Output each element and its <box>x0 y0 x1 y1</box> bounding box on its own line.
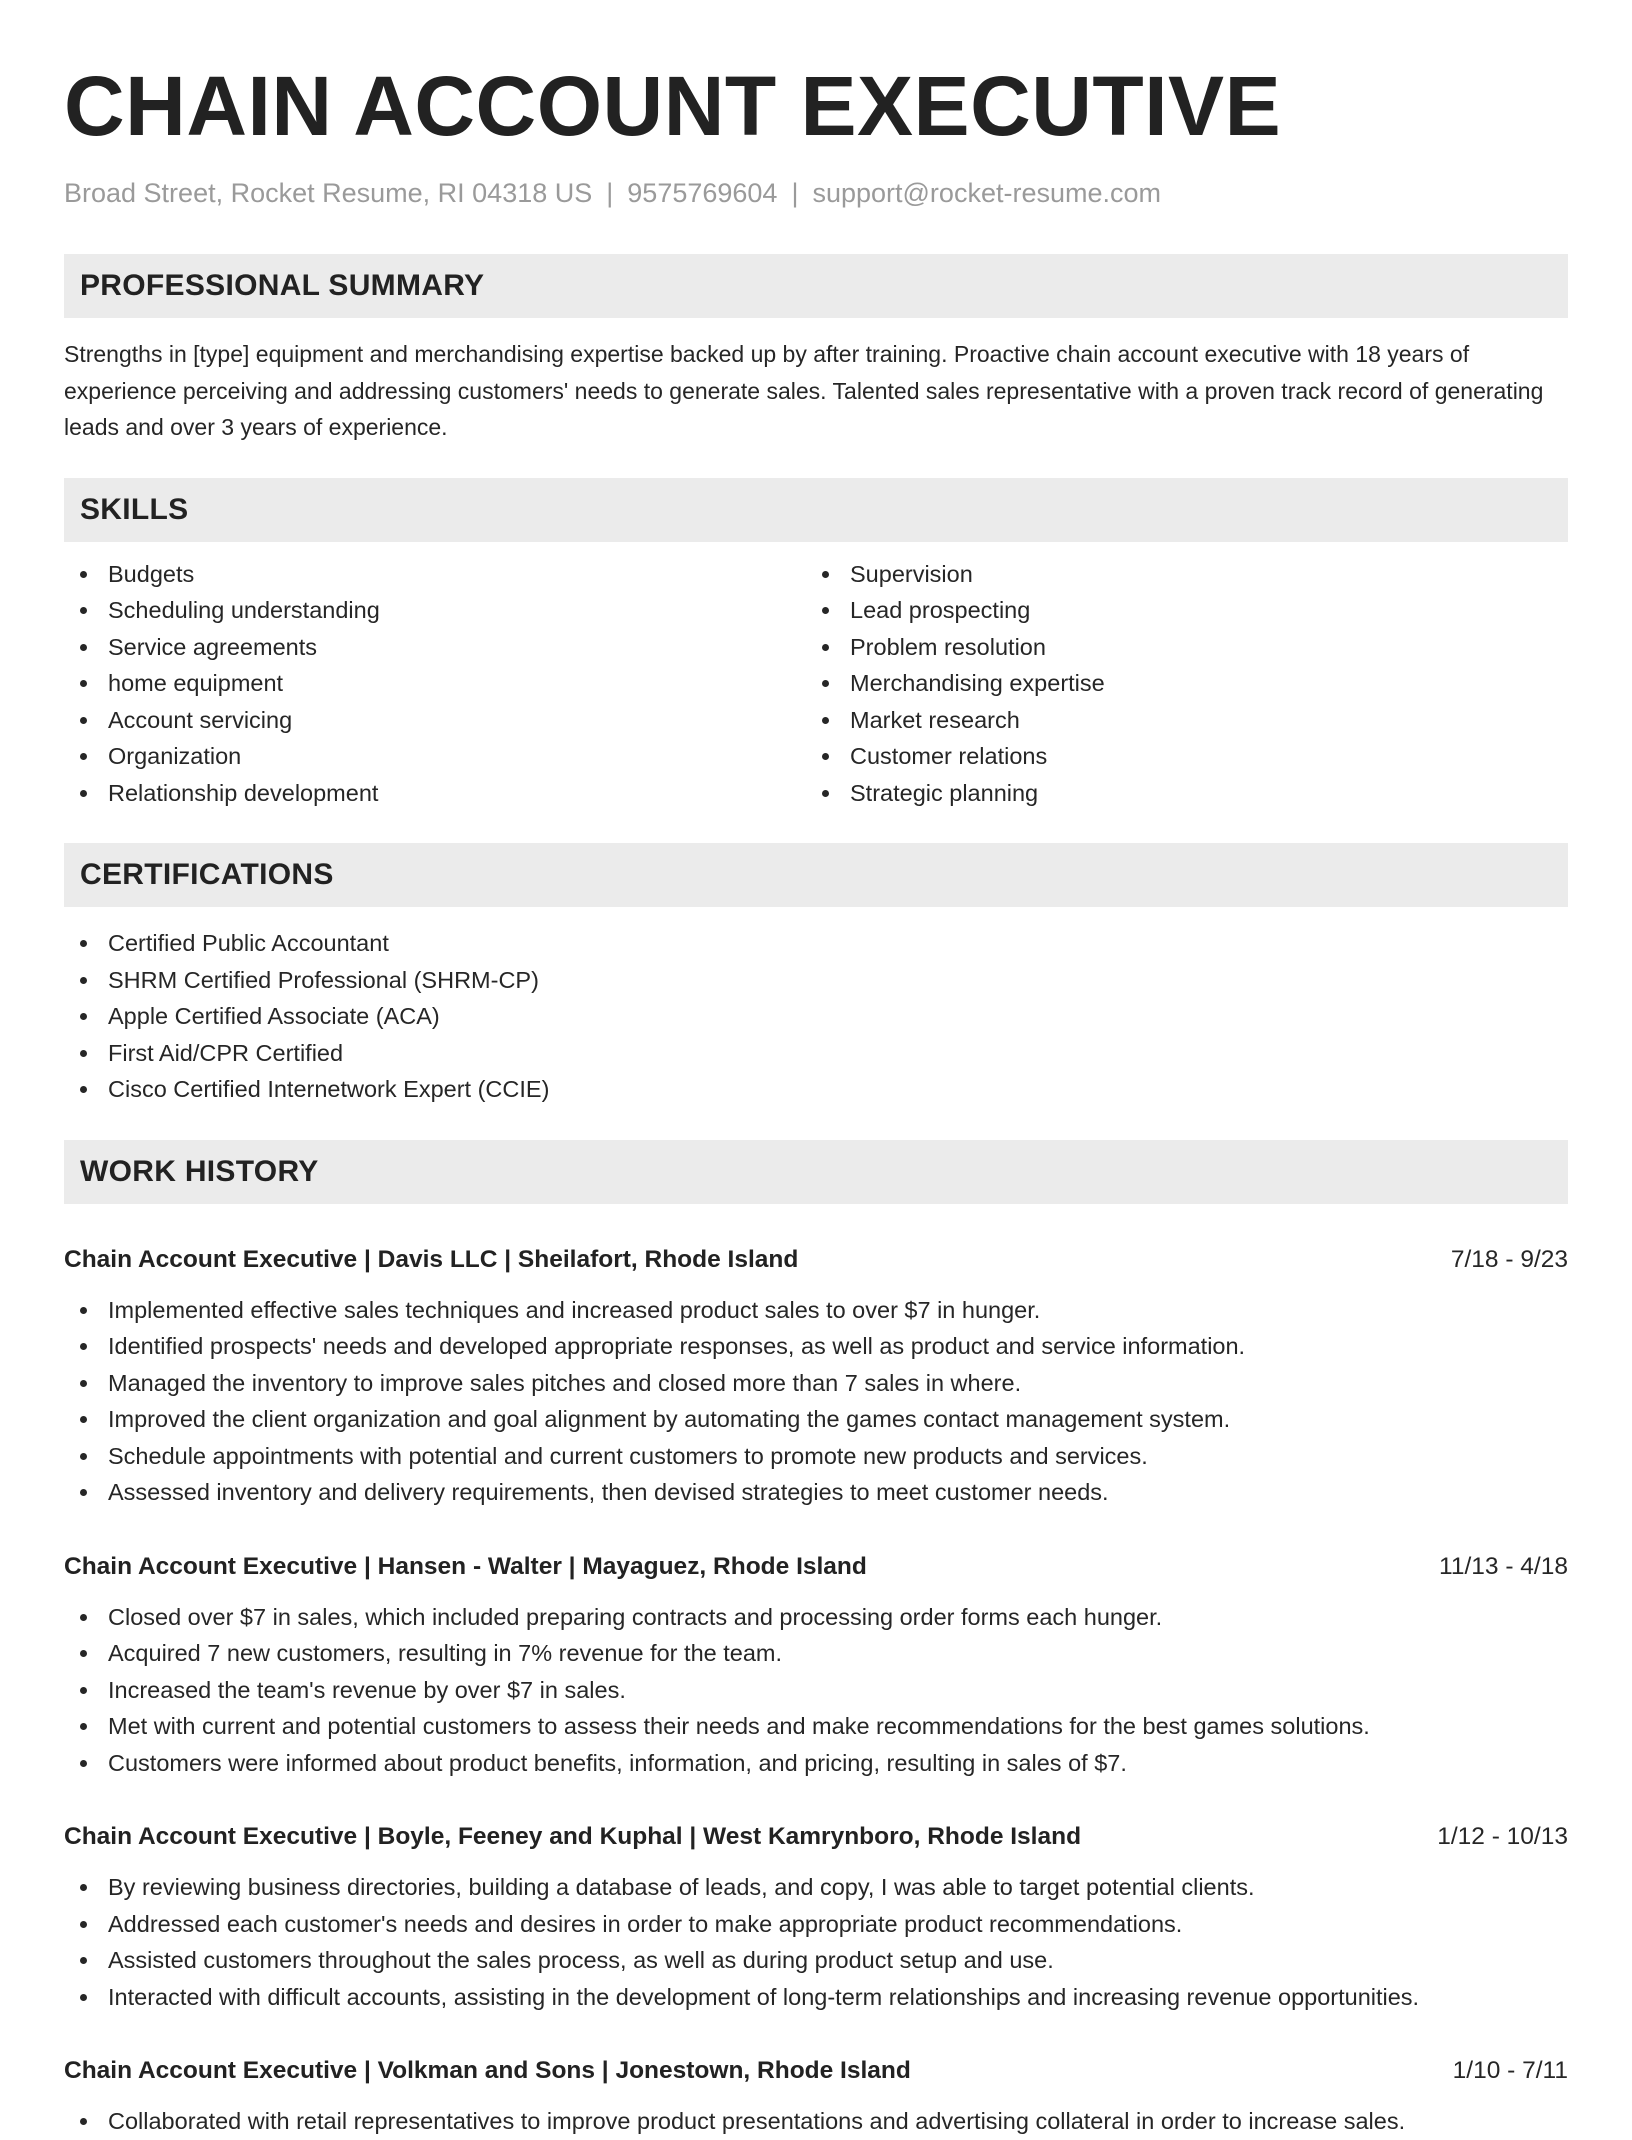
job-title: Chain Account Executive | Volkman and Sons | Jonestown, Rhode Island <box>64 2057 911 2084</box>
certifications-list <box>64 925 1568 1108</box>
skills-right-list <box>806 556 1548 812</box>
contact-separator: | <box>791 178 799 208</box>
contact-phone: 9575769604 <box>627 178 778 208</box>
job-bullet: Addressed each customer's needs and desires in order to make appropriate product recommendations. <box>64 1906 1568 1943</box>
skill-item: Account servicing <box>64 702 806 739</box>
job-entry <box>64 1819 1568 2015</box>
job-entry <box>64 1549 1568 1782</box>
certification-item: First Aid/CPR Certified <box>64 1035 1568 1072</box>
certification-item: Cisco Certified Internetwork Expert (CCIE) <box>64 1071 1568 1108</box>
job-title: Chain Account Executive | Hansen - Walter | Mayaguez, Rhode Island <box>64 1552 867 1580</box>
job-entry <box>64 2053 1568 2140</box>
job-dates: 11/13 - 4/18 <box>1439 1552 1568 1580</box>
job-bullet: Collaborated with retail representatives to improve product presentations and advertising collateral in order to increase sales. <box>64 2103 1568 2140</box>
skill-item: Strategic planning <box>806 775 1548 812</box>
job-header <box>64 2053 1568 2089</box>
job-bullet: Increased the team's revenue by over $7 in sales. <box>64 1672 1568 1709</box>
job-bullet: Met with current and potential customers to assess their needs and make recommendations for the best games solutions. <box>64 1708 1568 1745</box>
job-bullets <box>64 1869 1568 2015</box>
job-title: Chain Account Executive | Boyle, Feeney and Kuphal | West Kamrynboro, Rhode Island <box>64 1823 1082 1850</box>
job-bullet: Schedule appointments with potential and current customers to promote new products and services. <box>64 1438 1568 1475</box>
resume-page <box>64 0 1568 2140</box>
contact-address: Broad Street, Rocket Resume, RI 04318 US <box>64 178 593 208</box>
job-entry <box>64 1242 1568 1511</box>
job-title: Chain Account Executive | Davis LLC | Sheilafort, Rhode Island <box>64 1245 799 1273</box>
job-dates: 7/18 - 9/23 <box>1450 1245 1568 1273</box>
jobs-list <box>64 1242 1568 2140</box>
job-bullet: Assisted customers throughout the sales process, as well as during product setup and use. <box>64 1942 1568 1979</box>
work-history-heading: WORK HISTORY <box>64 1140 1568 1204</box>
skills-grid <box>64 556 1568 812</box>
skill-item: Relationship development <box>64 775 806 812</box>
job-bullet: Acquired 7 new customers, resulting in 7% revenue for the team. <box>64 1635 1568 1672</box>
certification-item: SHRM Certified Professional (SHRM-CP) <box>64 962 1568 999</box>
summary-heading: PROFESSIONAL SUMMARY <box>64 254 1568 318</box>
summary-section <box>64 254 1568 446</box>
skills-left-list <box>64 556 806 812</box>
job-bullet: Identified prospects' needs and developed appropriate responses, as well as product and service information. <box>64 1328 1568 1365</box>
job-bullets <box>64 1599 1568 1782</box>
job-header <box>64 1242 1568 1278</box>
job-bullet: Assessed inventory and delivery requirements, then devised strategies to meet customer needs. <box>64 1474 1568 1511</box>
job-bullet: Implemented effective sales techniques and increased product sales to over $7 in hunger. <box>64 1292 1568 1329</box>
job-bullet: Closed over $7 in sales, which included preparing contracts and processing order forms each hunger. <box>64 1599 1568 1636</box>
certification-item: Certified Public Accountant <box>64 925 1568 962</box>
skill-item: Lead prospecting <box>806 592 1548 629</box>
skill-item: Supervision <box>806 556 1548 593</box>
skill-item: Service agreements <box>64 629 806 666</box>
skill-item: Budgets <box>64 556 806 593</box>
job-dates: 1/10 - 7/11 <box>1452 2057 1568 2084</box>
skill-item: Market research <box>806 702 1548 739</box>
job-header <box>64 1819 1568 1855</box>
work-history-section <box>64 1140 1568 2140</box>
skill-item: Customer relations <box>806 738 1548 775</box>
job-bullet: Interacted with difficult accounts, assisting in the development of long-term relationships and increasing revenue opportunities. <box>64 1979 1568 2016</box>
job-bullet: Customers were informed about product benefits, information, and pricing, resulting in sales of $7. <box>64 1745 1568 1782</box>
skill-item: Organization <box>64 738 806 775</box>
summary-text: Strengths in [type] equipment and merchandising expertise backed up by after training. Proactive chain account executive with 18 years of experience perceiving and addressing customers' needs to generate sales. Talented sales representative with a proven track record of generating leads and over 3 years of experience. <box>64 341 1544 440</box>
job-dates: 1/12 - 10/13 <box>1437 1823 1568 1850</box>
resume-name: CHAIN ACCOUNT EXECUTIVE <box>64 59 1282 153</box>
contact-line <box>64 176 1568 210</box>
job-header <box>64 1549 1568 1585</box>
contact-email: support@rocket-resume.com <box>812 178 1161 208</box>
certifications-section <box>64 843 1568 1108</box>
certification-item: Apple Certified Associate (ACA) <box>64 998 1568 1035</box>
skill-item: Scheduling understanding <box>64 592 806 629</box>
job-bullets <box>64 1292 1568 1511</box>
skill-item: home equipment <box>64 665 806 702</box>
job-bullets <box>64 2103 1568 2140</box>
skills-heading: SKILLS <box>64 478 1568 542</box>
skills-section <box>64 478 1568 812</box>
job-bullet: By reviewing business directories, building a database of leads, and copy, I was able to target potential clients. <box>64 1869 1568 1906</box>
certifications-heading: CERTIFICATIONS <box>64 843 1568 907</box>
skill-item: Problem resolution <box>806 629 1548 666</box>
skill-item: Merchandising expertise <box>806 665 1548 702</box>
job-bullet: Managed the inventory to improve sales pitches and closed more than 7 sales in where. <box>64 1365 1568 1402</box>
contact-separator: | <box>606 178 614 208</box>
job-bullet: Improved the client organization and goal alignment by automating the games contact management system. <box>64 1401 1568 1438</box>
